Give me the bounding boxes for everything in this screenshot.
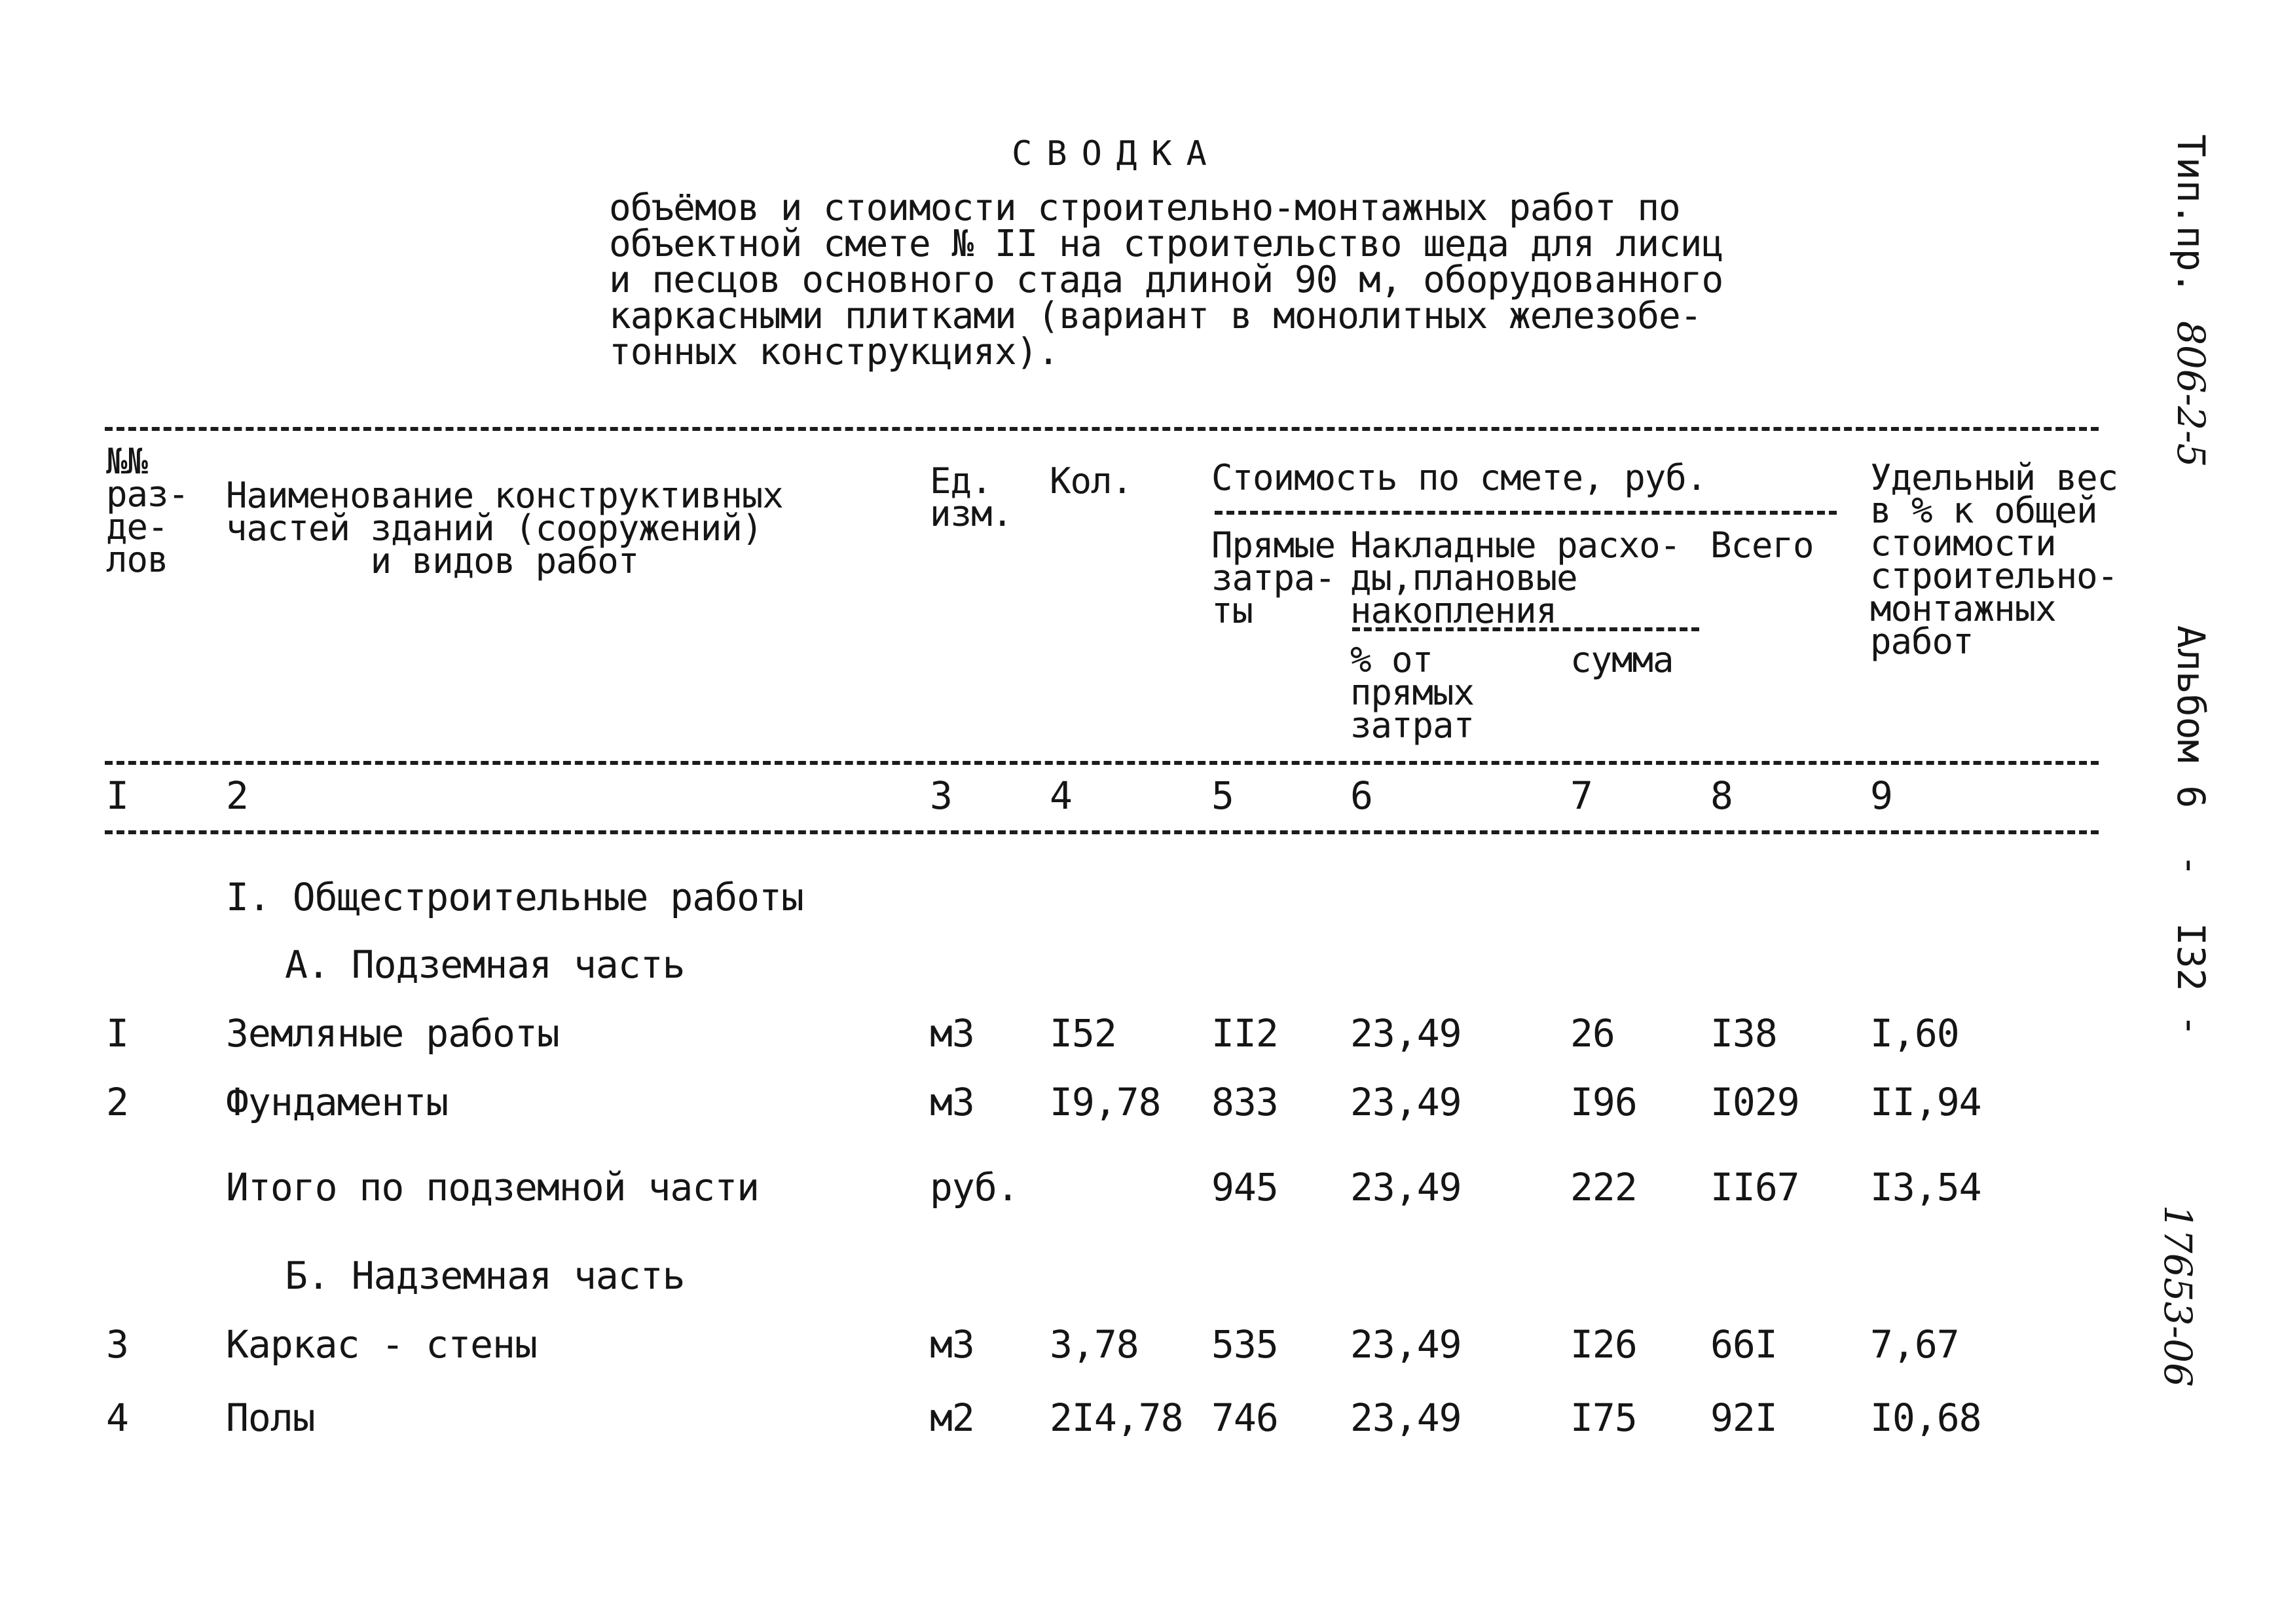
section-heading-aboveground: Б. Надземная часть	[285, 1253, 685, 1298]
document-title: СВОДКА	[1012, 134, 1221, 174]
header-overhead-group: Накладные расхо- ды,плановые накопления	[1350, 525, 1681, 631]
row-direct-costs: 833	[1211, 1080, 1278, 1124]
row-overhead-sum: 26	[1570, 1011, 1615, 1056]
row-number: 2	[106, 1080, 128, 1124]
row-name: Земляные работы	[226, 1011, 559, 1056]
header-unit: Ед. изм.	[930, 460, 1013, 534]
row-unit: м3	[930, 1080, 974, 1124]
column-number: 5	[1211, 773, 1234, 818]
header-section-number: №№ раз- де- лов	[106, 441, 189, 580]
table-row	[0, 1082, 2282, 1128]
row-share: II,94	[1870, 1080, 1981, 1124]
header-quantity: Кол.	[1050, 460, 1133, 502]
column-number: 6	[1350, 773, 1372, 818]
row-direct-costs: 535	[1211, 1322, 1278, 1367]
row-direct-costs: II2	[1211, 1011, 1278, 1056]
row-name: Итого по подземной части	[226, 1165, 760, 1209]
row-total: 66I	[1710, 1322, 1777, 1367]
column-number: 7	[1570, 773, 1592, 818]
row-overhead-percent: 23,49	[1350, 1011, 1462, 1056]
column-number: 4	[1050, 773, 1072, 818]
row-unit: м3	[930, 1011, 974, 1056]
row-quantity: 2I4,78	[1050, 1395, 1183, 1440]
column-numbers-rule	[105, 830, 2099, 834]
row-overhead-sum: I96	[1570, 1080, 1637, 1124]
row-number: I	[106, 1011, 128, 1056]
column-number: 3	[930, 773, 952, 818]
row-share: 7,67	[1870, 1322, 1959, 1367]
row-overhead-sum: I75	[1570, 1395, 1637, 1440]
row-overhead-sum: I26	[1570, 1322, 1637, 1367]
table-row	[0, 1011, 2282, 1060]
subtitle-line: объёмов и стоимости строительно-монтажных работ по	[609, 187, 1680, 229]
table-row	[0, 1395, 2282, 1444]
row-share: I3,54	[1870, 1165, 1981, 1209]
row-overhead-percent: 23,49	[1350, 1395, 1462, 1440]
subtitle-line: объектной смете № II на строительство шеда для лисиц	[609, 223, 1723, 265]
subtitle-line: тонных конструкциях).	[609, 331, 1059, 373]
column-number: I	[106, 773, 128, 818]
subtitle-line: и песцов основного стада длиной 90 м, оборудованного	[609, 259, 1723, 301]
inventory-number: 17653-06	[2156, 1205, 2200, 1387]
row-unit: м3	[930, 1322, 974, 1367]
row-share: I0,68	[1870, 1395, 1981, 1440]
row-quantity: I9,78	[1050, 1080, 1161, 1124]
subtitle-line: каркасными плитками (вариант в монолитных железобе-	[609, 295, 1702, 337]
column-number: 9	[1870, 773, 1892, 818]
type-project-number: 806-2-5	[2169, 321, 2213, 468]
row-quantity: 3,78	[1050, 1322, 1139, 1367]
header-bottom-rule	[105, 761, 2099, 765]
header-direct-costs: Прямые затра- ты	[1211, 525, 1336, 631]
row-total: I029	[1710, 1080, 1799, 1124]
row-total: 92I	[1710, 1395, 1777, 1440]
header-share-percent: Удельный вес в % к общей стоимости строительно- монтажных работ	[1870, 457, 2118, 662]
column-number: 8	[1710, 773, 1733, 818]
header-cost-group: Стоимость по смете, руб.	[1211, 457, 1707, 498]
row-quantity: I52	[1050, 1011, 1116, 1056]
cost-group-rule	[1215, 511, 1837, 515]
table-row-subtotal	[0, 1165, 2282, 1213]
row-direct-costs: 945	[1211, 1165, 1278, 1209]
row-unit: м2	[930, 1395, 974, 1440]
row-overhead-percent: 23,49	[1350, 1322, 1462, 1367]
row-name: Фундаменты	[226, 1080, 449, 1124]
row-direct-costs: 746	[1211, 1395, 1278, 1440]
header-overhead-sum: сумма	[1570, 639, 1674, 680]
section-heading-general: I. Общестроительные работы	[226, 875, 803, 919]
column-number: 2	[226, 773, 248, 818]
section-heading-underground: А. Подземная часть	[285, 942, 685, 987]
row-share: I,60	[1870, 1011, 1959, 1056]
row-overhead-percent: 23,49	[1350, 1080, 1462, 1124]
row-total: II67	[1710, 1165, 1799, 1209]
row-name: Полы	[226, 1395, 315, 1440]
row-number: 3	[106, 1322, 128, 1367]
row-number: 4	[106, 1395, 128, 1440]
type-project-label: Тип.пр.	[2169, 134, 2213, 295]
header-top-rule	[105, 427, 2099, 431]
row-overhead-sum: 222	[1570, 1165, 1637, 1209]
album-page-label: Альбом 6 - I32 -	[2169, 625, 2213, 1037]
row-total: I38	[1710, 1011, 1777, 1056]
row-name: Каркас - стены	[226, 1322, 537, 1367]
header-total: Всего	[1710, 525, 1814, 566]
row-unit: руб.	[930, 1165, 1019, 1209]
header-work-name: Наименование конструктивных частей зданий (сооружений) и видов работ	[226, 475, 783, 581]
header-percent-of-direct: % от прямых затрат	[1350, 639, 1475, 746]
table-row	[0, 1322, 2282, 1371]
row-overhead-percent: 23,49	[1350, 1165, 1462, 1209]
